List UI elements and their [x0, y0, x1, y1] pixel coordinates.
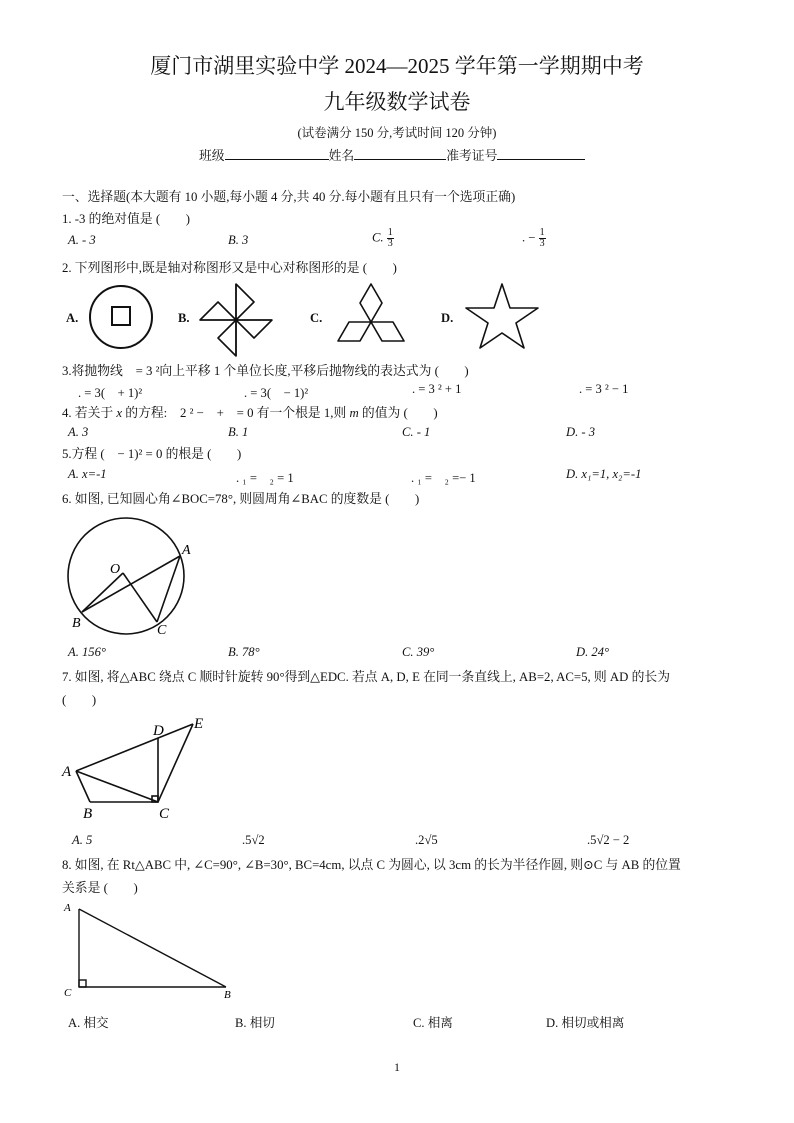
q8-stem-cont: 关系是 ( ) — [62, 881, 138, 895]
q6-figure-circle — [58, 508, 208, 640]
q6-option-c: C. 39° — [402, 645, 435, 659]
q6-option-d: D. 24° — [576, 645, 610, 659]
q8-label-c: C — [64, 987, 72, 999]
q6-label-a: A — [182, 543, 191, 558]
q2-figure-mitsubishi — [328, 281, 414, 351]
page-number: 1 — [394, 1060, 400, 1074]
q8-option-a: A. 相交 — [68, 1016, 109, 1030]
q8-option-d: D. 相切或相离 — [546, 1016, 625, 1030]
q6-label-b: B — [72, 616, 81, 631]
q8-label-a: A — [64, 902, 71, 914]
exam-title-line1: 厦门市湖里实验中学 2024—2025 学年第一学期期中考 — [150, 54, 644, 78]
q8-stem: 8. 如图, 在 Rt△ABC 中, ∠C=90°, ∠B=30°, BC=4cm, 以点 C 为圆心, 以 3cm 的长为半径作圆, 则⊙C 与 AB 的位置 — [62, 858, 681, 872]
q5-option-a: A. x=-1 — [68, 467, 107, 481]
q1-option-c: C. $\frac{1}{3}$ — [372, 227, 393, 249]
q8-figure-right-triangle — [58, 895, 248, 1007]
q1-option-d: . − $\frac{1}{3}$ — [522, 227, 545, 249]
q7-label-d: D — [153, 723, 164, 739]
q6-stem: 6. 如图, 已知圆心角∠BOC=78°, 则圆周角∠BAC 的度数是 ( ) — [62, 492, 420, 506]
q7-stem: 7. 如图, 将△ABC 绕点 C 顺时针旋转 90°得到△EDC. 若点 A, D, E 在同一条直线上, AB=2, AC=5, 则 AD 的长为 — [62, 670, 671, 684]
q8-option-b: B. 相切 — [235, 1016, 275, 1030]
q4-option-d: D. - 3 — [566, 425, 596, 439]
q4-option-a: A. 3 — [68, 425, 89, 439]
q5-option-d: D. x₁=1, x₂=-1 — [566, 467, 642, 481]
q2-label-b: B. — [178, 311, 190, 325]
q7-label-c: C — [159, 806, 170, 822]
q2-figure-coin — [88, 285, 158, 355]
q3-stem: 3.将抛物线 = 3 ²向上平移 1 个单位长度,平移后抛物线的表达式为 ( ) — [62, 364, 469, 378]
q7-label-e: E — [194, 716, 204, 732]
q5-option-c: . ₁ = ₂ =− 1 — [411, 471, 476, 485]
q1-option-a: A. - 3 — [68, 233, 96, 247]
q7-option-d: .5√2 − 2 — [587, 833, 630, 847]
q5-stem: 5.方程 ( − 1)² = 0 的根是 ( ) — [62, 447, 242, 461]
q7-option-a: A. 5 — [72, 833, 93, 847]
name-label: 姓名 — [328, 149, 355, 163]
q3-option-c: . = 3 ² + 1 — [412, 382, 462, 396]
q2-label-c: C. — [310, 311, 323, 325]
info-fields — [199, 145, 585, 164]
exam-title-line2: 九年级数学试卷 — [323, 90, 471, 114]
q6-label-o: O — [110, 562, 121, 577]
q6-label-c: C — [157, 623, 167, 638]
q2-figure-star — [464, 281, 544, 351]
q1-stem: 1. -3 的绝对值是 ( ) — [62, 212, 190, 226]
q8-label-b: B — [224, 989, 231, 1001]
q8-option-c: C. 相离 — [413, 1016, 453, 1030]
q6-option-a: A. 156° — [68, 645, 106, 659]
exam-note: (试卷满分 150 分,考试时间 120 分钟) — [297, 126, 497, 140]
class-blank[interactable] — [225, 147, 329, 160]
q4-stem: 4. 若关于 x 的方程: 2 ² − + = 0 有一个根是 1,则 m 的值为 ( ) — [62, 406, 438, 420]
q3-option-a: . = 3( + 1)² — [78, 386, 143, 400]
q6-option-b: B. 78° — [228, 645, 260, 659]
q3-option-d: . = 3 ² − 1 — [579, 382, 629, 396]
class-label: 班级 — [199, 149, 225, 163]
q7-label-b: B — [83, 806, 93, 822]
section1-heading: 一、选择题(本大题有 10 小题,每小题 4 分,共 40 分.每小题有且只有一个选项正确) — [62, 190, 516, 204]
id-label: 准考证号 — [446, 149, 498, 163]
id-blank[interactable] — [497, 147, 585, 160]
q4-option-c: C. - 1 — [402, 425, 431, 439]
q7-option-b: .5√2 — [242, 833, 265, 847]
q2-stem: 2. 下列图形中,既是轴对称图形又是中心对称图形的是 ( ) — [62, 261, 397, 275]
q2-figure-pinwheel — [196, 280, 278, 360]
q7-figure-triangles — [58, 710, 218, 826]
q1-option-b: B. 3 — [228, 233, 249, 247]
q3-option-b: . = 3( − 1)² — [244, 386, 309, 400]
q4-option-b: B. 1 — [228, 425, 249, 439]
q2-label-d: D. — [441, 311, 454, 325]
q7-label-a: A — [62, 764, 72, 780]
q7-stem-cont: ( ) — [62, 693, 97, 707]
q2-label-a: A. — [66, 311, 79, 325]
name-blank[interactable] — [354, 147, 446, 160]
q7-option-c: .2√5 — [415, 833, 438, 847]
q5-option-b: . ₁ = ₂ = 1 — [236, 471, 294, 485]
